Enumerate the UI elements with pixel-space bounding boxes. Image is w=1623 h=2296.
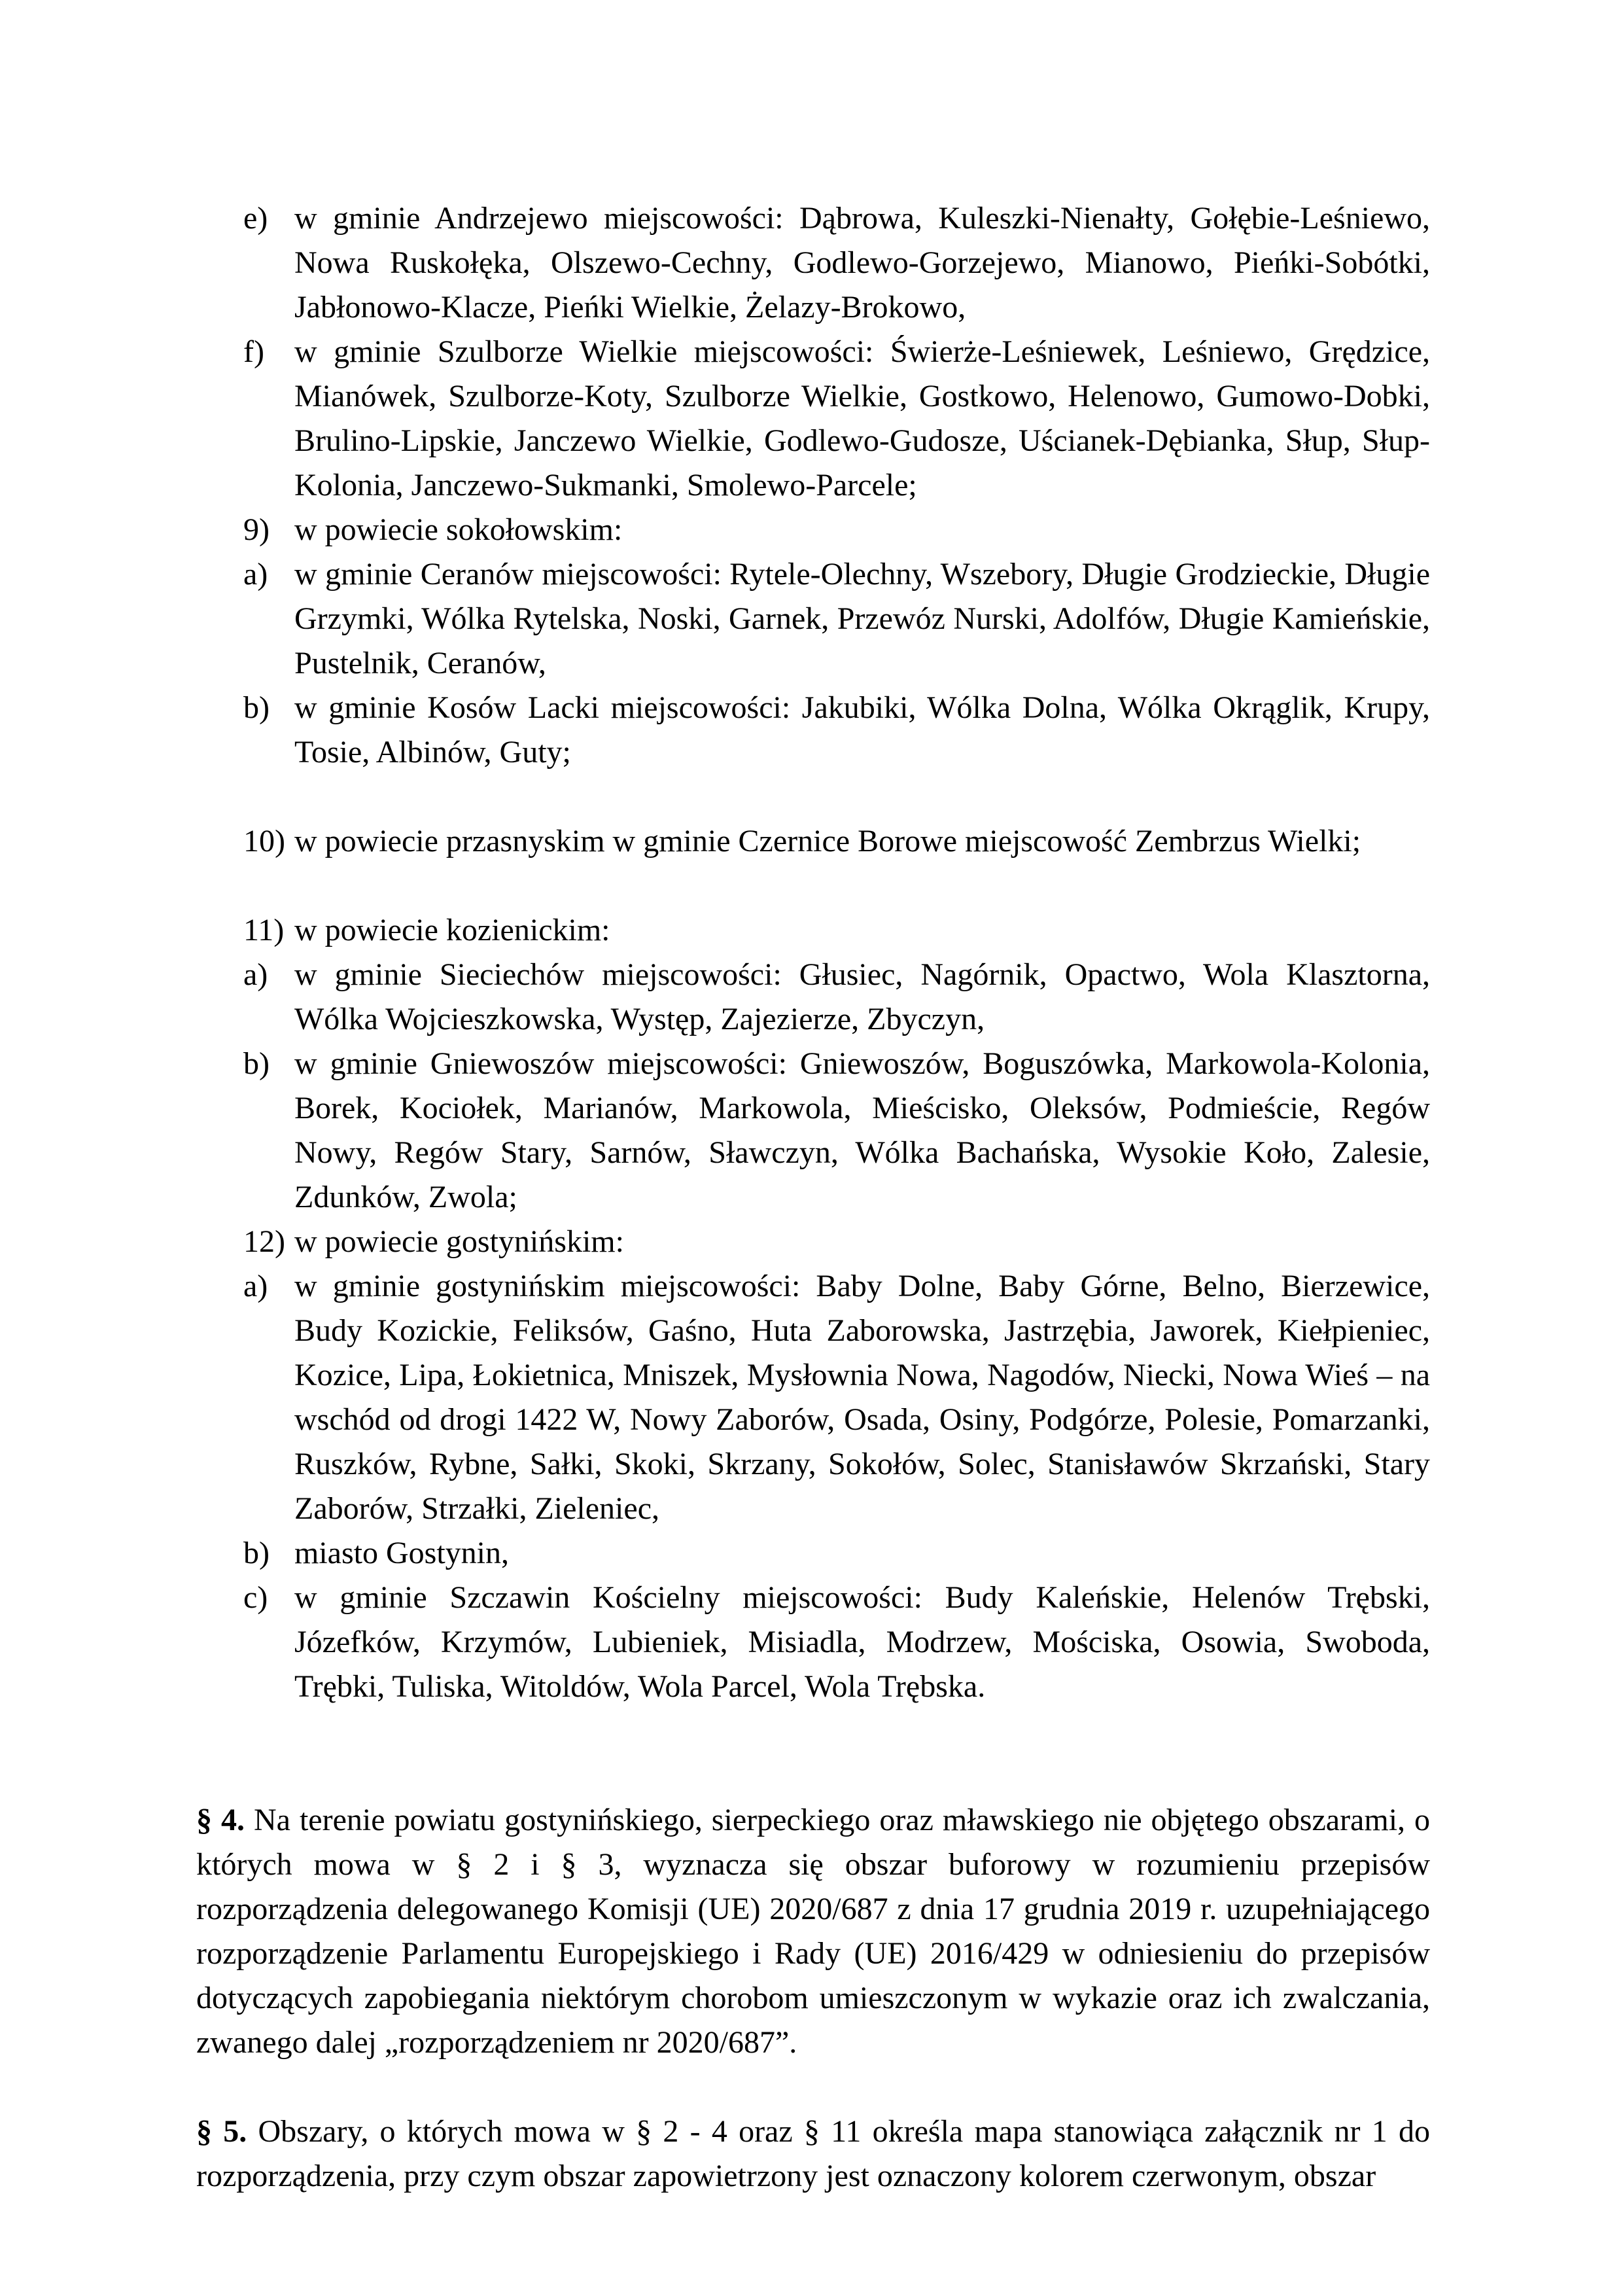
- list-item-9b: [196, 686, 1430, 775]
- list-item-10: [196, 819, 1430, 864]
- list-marker: a): [243, 957, 268, 992]
- list-item-12c: [196, 1576, 1430, 1709]
- list-item-f: [196, 330, 1430, 508]
- list-item-text: w gminie Szulborze Wielkie miejscowości: Świerże-Leśniewek, Leśniewo, Grędzice, Mianówek, Szulborze-Koty, Szulborze Wielkie, Gostkowo, Helenowo, Gumowo-Dobki, Brulino-Lipskie, Janczewo Wielkie, Godlewo-Gudosze, Uścianek-Dębianka, Słup, Słup-Kolonia, Janczewo-Sukmanki, Smolewo-Parcele;: [294, 334, 1430, 503]
- list-item-text: w gminie Szczawin Kościelny miejscowości: Budy Kaleńskie, Helenów Trębski, Józefków, Krzymów, Lubieniek, Misiadla, Modrzew, Mościska, Osowia, Swoboda, Trębki, Tuliska, Witoldów, Wola Parcel, Wola Trębska.: [294, 1580, 1430, 1704]
- spacer: [196, 1709, 1430, 1798]
- list-section-bottom: [196, 908, 1430, 1709]
- paragraph-4: [196, 1798, 1430, 2065]
- spacer: [196, 775, 1430, 819]
- paragraph-text: Na terenie powiatu gostynińskiego, sierpeckiego oraz mławskiego nie objętego obszarami, o których mowa w § 2 i § 3, wyznacza się obszar buforowy w rozumieniu przepisów rozporządzenia delegowanego Komisji (UE) 2020/687 z dnia 17 grudnia 2019 r. uzupełniającego rozporządzenie Parlamentu Europejskiego i Rady (UE) 2016/429 w odniesieniu do przepisów dotyczących zapobiegania niektórym chorobom umieszczonym w wykazie oraz ich zwalczania, zwanego dalej „rozporządzeniem nr 2020/687”.: [196, 1803, 1431, 2060]
- spacer: [196, 2065, 1430, 2110]
- paragraph-label: § 5.: [196, 2114, 247, 2149]
- paragraph-label: § 4.: [196, 1803, 245, 1837]
- list-marker: a): [243, 557, 268, 592]
- list-marker: 12): [243, 1224, 285, 1259]
- list-item-text: w powiecie gostynińskim:: [294, 1224, 624, 1259]
- list-section-top: [196, 196, 1430, 775]
- list-item-text: w gminie Sieciechów miejscowości: Głusiec, Nagórnik, Opactwo, Wola Klasztorna, Wólka Wojcieszkowska, Występ, Zajezierze, Zbyczyn,: [294, 957, 1430, 1036]
- list-item-11: [196, 908, 1430, 953]
- list-marker: a): [243, 1269, 268, 1303]
- list-marker: 9): [243, 512, 270, 547]
- list-item-text: w powiecie kozienickim:: [294, 913, 610, 947]
- list-item-text: w gminie Andrzejewo miejscowości: Dąbrowa, Kuleszki-Nienałty, Gołębie-Leśniewo, Nowa Ruskołęka, Olszewo-Cechny, Godlewo-Gorzejewo, Mianowo, Pieńki-Sobótki, Jabłonowo-Klacze, Pieńki Wielkie, Żelazy-Brokowo,: [294, 201, 1430, 325]
- spacer: [196, 864, 1430, 908]
- list-item-11a: [196, 953, 1430, 1042]
- list-marker: c): [243, 1580, 268, 1615]
- list-item-12a: [196, 1264, 1430, 1531]
- list-marker: e): [243, 201, 268, 236]
- list-item-text: w gminie Ceranów miejscowości: Rytele-Olechny, Wszebory, Długie Grodzieckie, Długie Grzymki, Wólka Rytelska, Noski, Garnek, Przewóz Nurski, Adolfów, Długie Kamieńskie, Pustelnik, Ceranów,: [294, 557, 1430, 680]
- list-marker: f): [243, 334, 264, 369]
- list-item-11b: [196, 1042, 1430, 1220]
- list-item-text: w gminie Kosów Lacki miejscowości: Jakubiki, Wólka Dolna, Wólka Okrąglik, Krupy, Tosie, Albinów, Guty;: [294, 690, 1430, 769]
- list-marker: 10): [243, 824, 285, 858]
- list-item-text: w powiecie sokołowskim:: [294, 512, 623, 547]
- paragraph-5: [196, 2110, 1430, 2199]
- list-item-text: miasto Gostynin,: [294, 1536, 510, 1570]
- list-marker: b): [243, 690, 270, 725]
- list-item-text: w gminie Gniewoszów miejscowości: Gniewoszów, Boguszówka, Markowola-Kolonia, Borek, Kociołek, Marianów, Markowola, Mieścisko, Oleksów, Podmieście, Regów Nowy, Regów Stary, Sarnów, Sławczyn, Wólka Bachańska, Wysokie Koło, Zalesie, Zdunków, Zwola;: [294, 1046, 1430, 1214]
- list-item-12: [196, 1220, 1430, 1264]
- list-item-e: [196, 196, 1430, 330]
- list-item-9: [196, 508, 1430, 552]
- paragraph-text: Obszary, o których mowa w § 2 - 4 oraz § 11 określa mapa stanowiąca załącznik nr 1 do rozporządzenia, przy czym obszar zapowietrzony jest oznaczony kolorem czerwonym, obszar: [196, 2114, 1431, 2193]
- list-marker: b): [243, 1536, 270, 1570]
- list-item-9a: [196, 552, 1430, 686]
- list-item-12b: [196, 1531, 1430, 1576]
- document-page: [196, 196, 1430, 2199]
- list-marker: 11): [243, 913, 285, 947]
- list-marker: b): [243, 1046, 270, 1081]
- list-item-text: w gminie gostynińskim miejscowości: Baby Dolne, Baby Górne, Belno, Bierzewice, Budy Kozickie, Feliksów, Gaśno, Huta Zaborowska, Jastrzębia, Jaworek, Kiełpieniec, Kozice, Lipa, Łokietnica, Mniszek, Mysłownia Nowa, Nagodów, Niecki, Nowa Wieś – na wschód od drogi 1422 W, Nowy Zaborów, Osada, Osiny, Podgórze, Polesie, Pomarzanki, Ruszków, Rybne, Sałki, Skoki, Skrzany, Sokołów, Solec, Stanisławów Skrzański, Stary Zaborów, Strzałki, Zieleniec,: [294, 1269, 1430, 1526]
- list-item-text: w powiecie przasnyskim w gminie Czernice Borowe miejscowość Zembrzus Wielki;: [294, 824, 1361, 858]
